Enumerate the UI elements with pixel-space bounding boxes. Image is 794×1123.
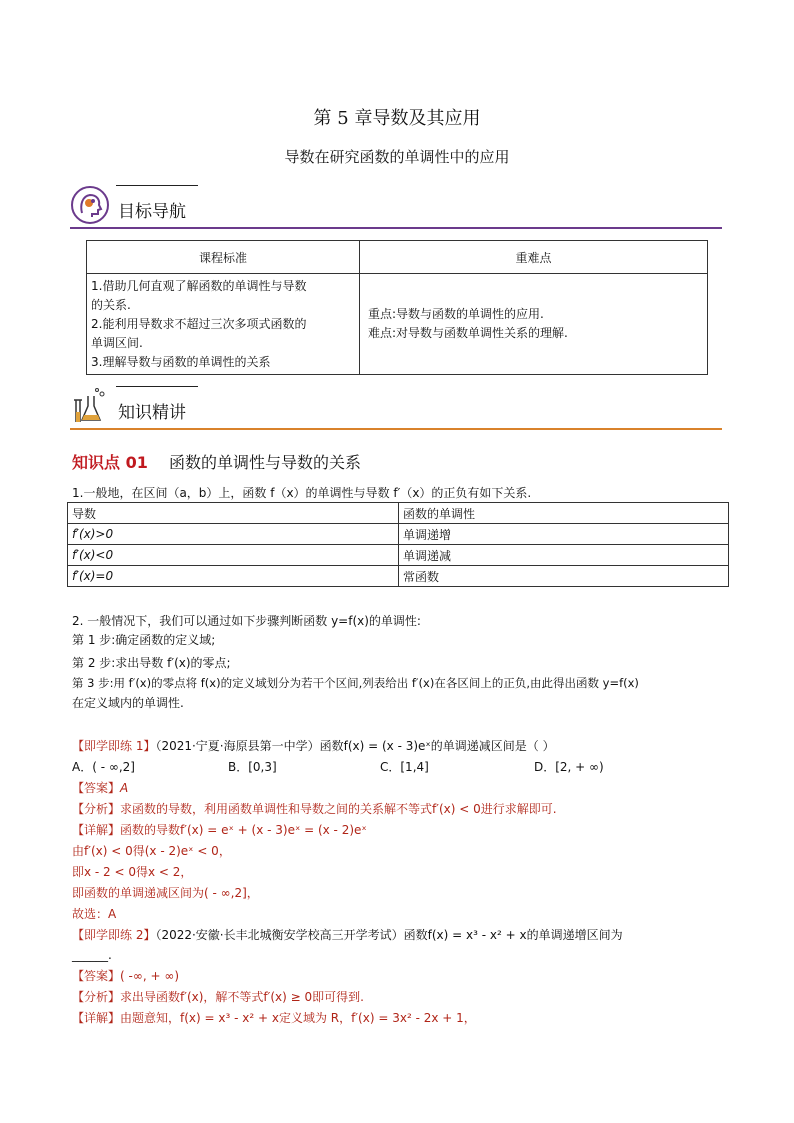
relation-cell: f′(x)>0 <box>68 524 399 545</box>
goal-table-header-standard: 课程标准 <box>87 241 360 274</box>
exercise1-question: （2021·宁夏·海原县第一中学）函数f(x) = (x - 3)eˣ的单调递减区间是（ ） <box>155 739 555 753</box>
standard-line: 3.理解导数与函数的单调性的关系 <box>91 354 271 369</box>
relation-header-monotonicity: 函数的单调性 <box>399 503 729 524</box>
answer-tag: 【答案】 <box>72 781 121 795</box>
relation-cell: f′(x)=0 <box>68 566 399 587</box>
section-knowledge-label: 知识精讲 <box>118 403 186 423</box>
page-title: 第 5 章导数及其应用 <box>313 108 481 129</box>
exercise1-option-c: C．[1,4] <box>380 760 429 774</box>
relation-cell: 单调递增 <box>399 524 729 545</box>
exercise1-answer: A <box>120 781 129 795</box>
step-2: 第 2 步:求出导数 f′(x)的零点; <box>72 656 231 670</box>
keypoint-line: 重点:导数与函数的单调性的应用. <box>368 307 544 321</box>
exercise1-option-a: A．( - ∞,2] <box>72 760 135 774</box>
exercise1-step: 即x - 2 < 0得x < 2， <box>72 865 193 879</box>
exercise2-analysis-line <box>72 988 364 1007</box>
goal-table-keypoints-cell <box>360 274 708 375</box>
section-goal-header <box>70 185 722 229</box>
analysis-tag: 【分析】 <box>72 990 121 1004</box>
answer-tag: 【答案】 <box>72 969 121 983</box>
exercise2-question: （2022·安徽·长丰北城衡安学校高三开学考试）函数f(x) = x³ - x² + x的单调递增区间为 <box>155 928 623 942</box>
section-knowledge-header <box>70 386 722 430</box>
exercise2-answer: ( -∞, + ∞) <box>120 969 180 983</box>
goal-table-header-keypoints: 重难点 <box>360 241 708 274</box>
exercise2-question-line <box>72 926 732 945</box>
exercise1-answer-line <box>72 779 128 798</box>
exercise2-tag: 【即学即练 2】 <box>72 928 156 942</box>
exercise2-detail: 由题意知，f(x) = x³ - x² + x定义域为 R，f′(x) = 3x² - 2x + 1， <box>120 1011 476 1025</box>
relation-cell: 单调递减 <box>399 545 729 566</box>
keypoint-line: 难点:对导数与函数单调性关系的理解. <box>368 326 568 340</box>
exercise1-question-line <box>72 737 555 756</box>
knowledge-point-heading <box>72 450 361 473</box>
exercise1-step: 故选：A <box>72 907 117 921</box>
exercise1-step: 即函数的单调递减区间为( - ∞,2]， <box>72 886 259 900</box>
exercise2-answer-line <box>72 967 179 986</box>
relation-header-derivative: 导数 <box>68 503 399 524</box>
exercise2-detail-line <box>72 1009 476 1028</box>
header-accent-line <box>116 386 198 387</box>
exercise2-analysis: 求出导函数f′(x)，解不等式f′(x) ≥ 0即可得到. <box>120 990 364 1004</box>
intro-paragraph: 1.一般地，在区间（a，b）上，函数 f（x）的单调性与导数 f′（x）的正负有如下关系. <box>72 486 532 500</box>
step-3: 第 3 步:用 f′(x)的零点将 f(x)的定义域划分为若干个区间,列表给出 f′(x)在各区间上的正负,由此得出函数 y=f(x) <box>72 676 639 690</box>
detail-tag: 【详解】 <box>72 823 121 837</box>
exercise1-detail-line <box>72 821 367 840</box>
page-subtitle: 导数在研究函数的单调性中的应用 <box>284 148 510 166</box>
exercise1-detail: 函数的导数f′(x) = eˣ + (x - 3)eˣ = (x - 2)eˣ <box>120 823 367 837</box>
goal-table-standards-cell <box>87 274 360 375</box>
exercise1-analysis-line <box>72 800 557 819</box>
lab-flask-icon <box>70 386 110 426</box>
exercise1-tag: 【即学即练 1】 <box>72 739 156 753</box>
standard-line: 单调区间. <box>91 335 143 350</box>
relation-cell: 常函数 <box>399 566 729 587</box>
exercise1-option-d: D．[2, + ∞) <box>534 760 604 774</box>
detail-tag: 【详解】 <box>72 1011 121 1025</box>
knowledge-point-tag: 知识点 01 <box>72 453 148 472</box>
step-3-cont: 在定义域内的单调性. <box>72 696 184 710</box>
standard-line: 的关系. <box>91 297 131 312</box>
relation-cell: f′(x)<0 <box>68 545 399 566</box>
steps-intro: 2. 一般情况下，我们可以通过如下步骤判断函数 y=f(x)的单调性: <box>72 614 421 628</box>
brain-head-icon <box>70 185 110 225</box>
analysis-tag: 【分析】 <box>72 802 121 816</box>
header-accent-line <box>116 185 198 186</box>
exercise1-analysis: 求函数的导数，利用函数单调性和导数之间的关系解不等式f′(x) < 0进行求解即可. <box>120 802 557 816</box>
standard-line: 1.借助几何直观了解函数的单调性与导数 <box>91 278 307 293</box>
exercise1-option-b: B．[0,3] <box>228 760 277 774</box>
knowledge-point-title: 函数的单调性与导数的关系 <box>168 453 361 472</box>
standard-line: 2.能利用导数求不超过三次多项式函数的 <box>91 316 307 331</box>
step-1: 第 1 步:确定函数的定义域; <box>72 633 216 647</box>
section-goal-rule <box>70 227 722 229</box>
exercise1-step: 由f′(x) < 0得(x - 2)eˣ < 0， <box>72 844 231 858</box>
section-knowledge-rule <box>70 428 722 430</box>
section-goal-label: 目标导航 <box>118 202 186 222</box>
derivative-relation-table <box>67 502 729 587</box>
exercise2-blank: ______. <box>72 948 112 962</box>
goal-table <box>86 240 708 375</box>
